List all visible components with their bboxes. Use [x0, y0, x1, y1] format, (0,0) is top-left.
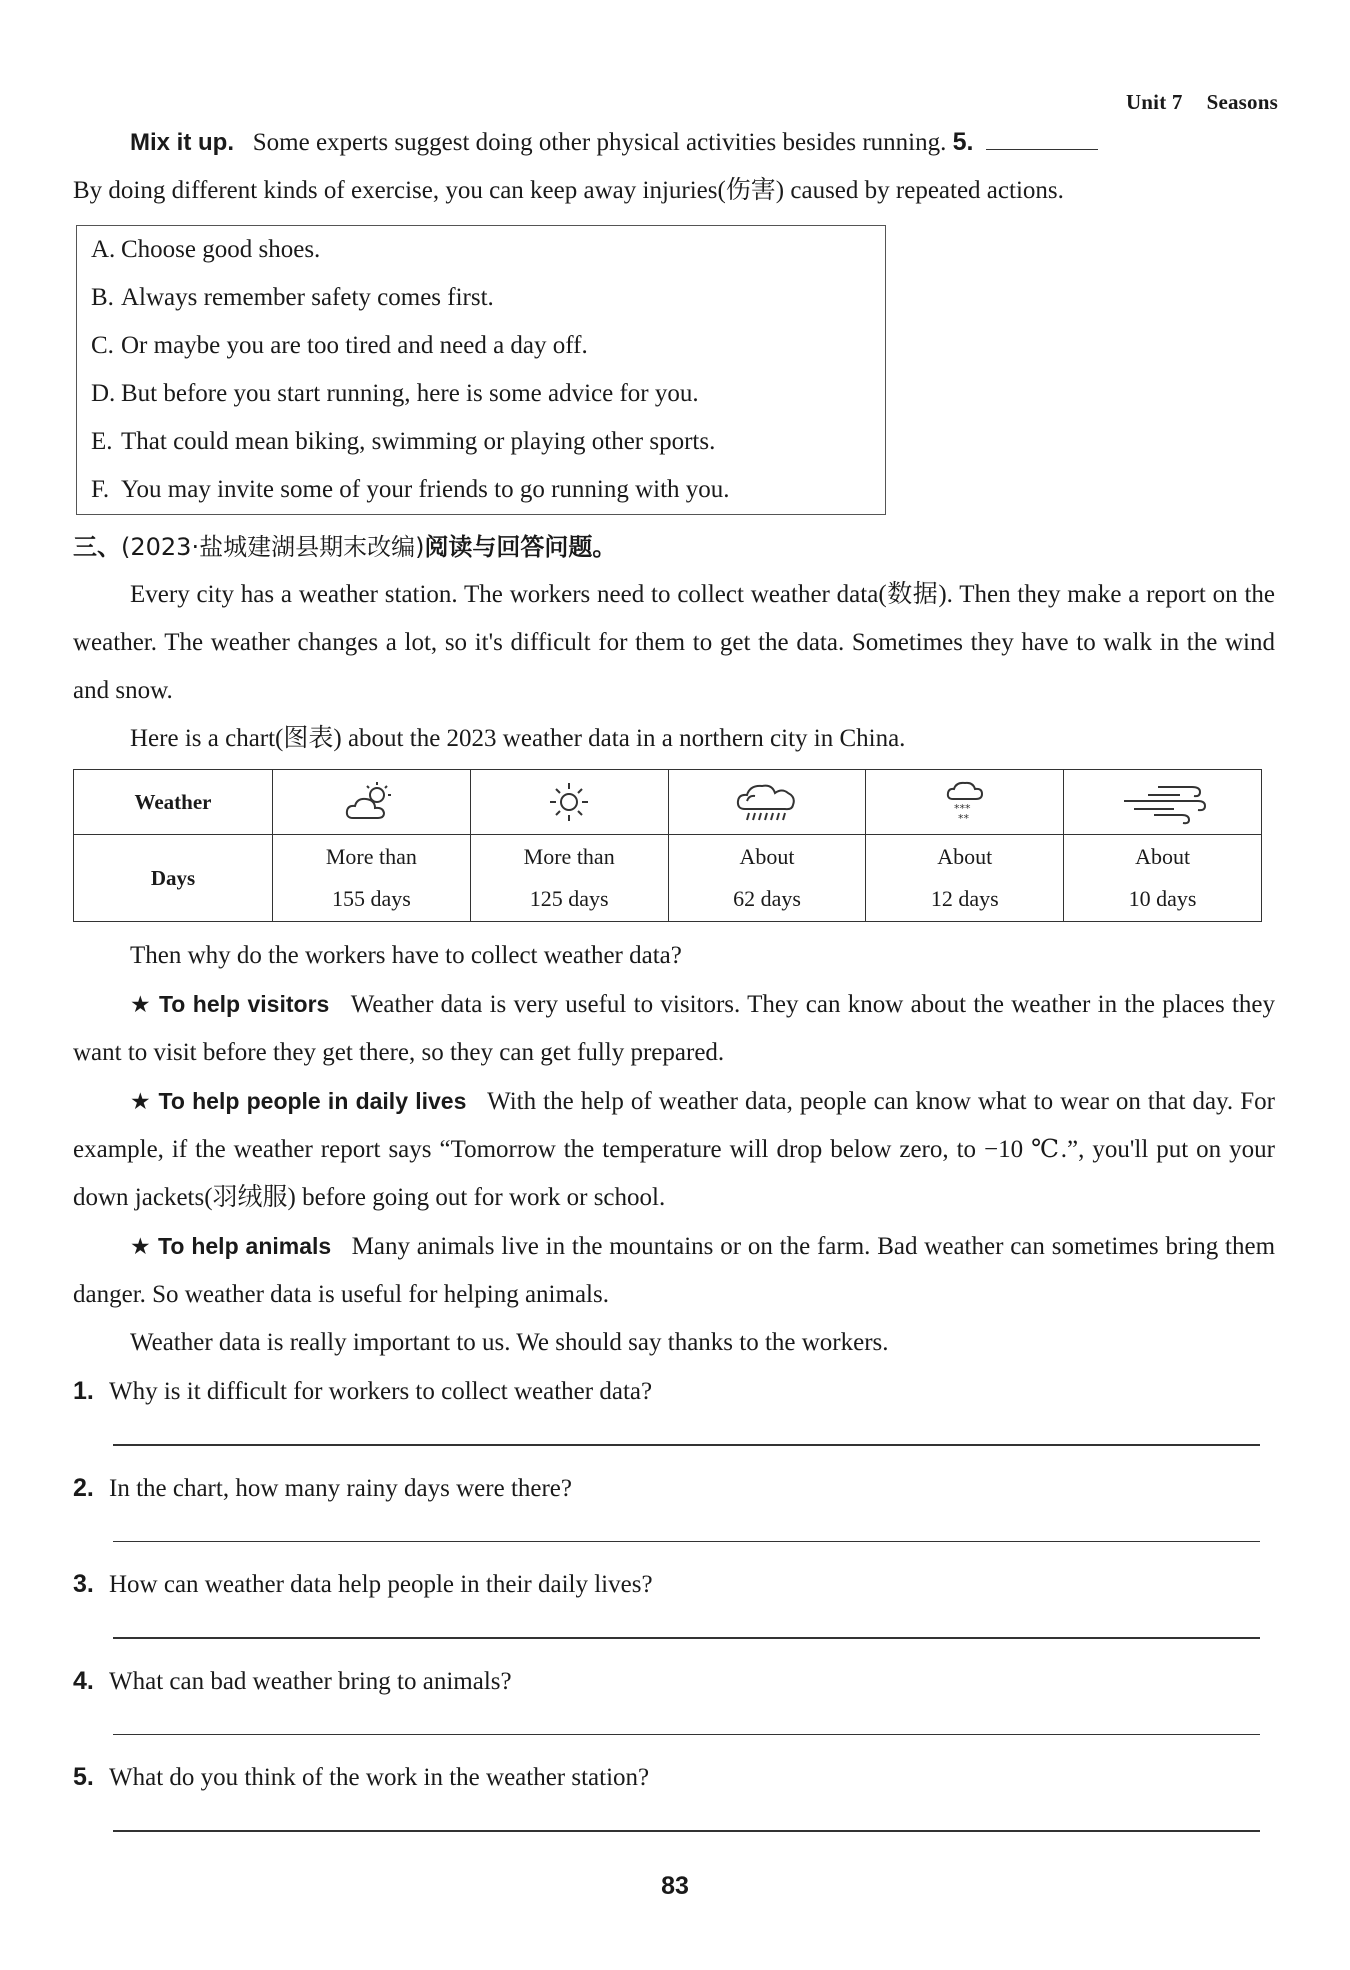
- option-letter: C.: [91, 332, 114, 359]
- bullet-heading: To help animals: [158, 1233, 332, 1259]
- section-instruction: 阅读与回答问题。: [424, 533, 617, 561]
- mix-it-up-line2: By doing different kinds of exercise, you can keep away injuries(伤害) caused by repeated actions.: [73, 177, 1064, 204]
- days-value: 10 days: [1128, 886, 1197, 911]
- page-header: [1126, 78, 1278, 126]
- cloudy-cell: [273, 770, 471, 835]
- bullet-visitors: [73, 980, 1275, 1077]
- days-cell-windy: [1064, 835, 1262, 922]
- days-value: 12 days: [930, 886, 999, 911]
- option-text: Always remember safety comes first.: [121, 284, 494, 311]
- star-icon: ★: [130, 992, 152, 1018]
- days-qualifier: About: [1135, 844, 1191, 869]
- question-text: What do you think of the work in the weather station?: [109, 1764, 650, 1791]
- unit-topic: Seasons: [1206, 90, 1278, 114]
- answer-line[interactable]: [113, 1637, 1260, 1639]
- days-qualifier: About: [739, 844, 795, 869]
- weather-table: [73, 769, 1262, 922]
- section-title: [73, 523, 1275, 571]
- question-3: [73, 1560, 1275, 1639]
- question-text-row: [73, 1464, 1275, 1513]
- question-number: 4.: [73, 1666, 94, 1695]
- question-text: How can weather data help people in their daily lives?: [109, 1571, 653, 1598]
- days-qualifier: More than: [523, 844, 615, 869]
- days-value: 155 days: [331, 886, 411, 911]
- days-header: Days: [74, 835, 273, 922]
- question-number: 2.: [73, 1473, 94, 1502]
- option-letter: E.: [91, 428, 113, 455]
- option-letter: B.: [91, 284, 114, 311]
- snowy-cell: [866, 770, 1064, 835]
- option-a: [91, 226, 885, 274]
- bullet-animals: [73, 1222, 1275, 1319]
- question-number: 1.: [73, 1377, 94, 1405]
- mix-it-up-paragraph: [73, 118, 1275, 167]
- days-value: 125 days: [529, 886, 609, 911]
- question-text: In the chart, how many rainy days were there?: [109, 1474, 573, 1502]
- weather-header: Weather: [74, 770, 273, 835]
- paragraph-heading: Mix it up.: [130, 129, 234, 156]
- answer-line[interactable]: [113, 1830, 1260, 1832]
- option-letter: F.: [91, 476, 110, 503]
- cloudy-sun-icon: [343, 780, 399, 824]
- option-d: [91, 370, 885, 418]
- question-number: 5.: [73, 1763, 94, 1791]
- days-cell-sunny: [470, 835, 668, 922]
- reading-paragraph-1: Every city has a weather station. The workers need to collect weather data(数据). Then they make a report on the weather. The weather changes a lot, so it's difficult for them to get the data. Sometimes they have to walk in the wind and snow.: [73, 581, 1275, 704]
- option-text: Choose good shoes.: [121, 236, 321, 263]
- question-text: Why is it difficult for workers to collect weather data?: [109, 1378, 653, 1405]
- days-cell-snowy: [866, 835, 1064, 922]
- rainy-cell: [668, 770, 866, 835]
- question-text-row: [73, 1367, 1275, 1416]
- options-box: [76, 225, 886, 515]
- question-2: [73, 1464, 1275, 1543]
- option-text: That could mean biking, swimming or playing other sports.: [121, 428, 716, 455]
- snow-icon: [945, 779, 985, 825]
- weather-row: [74, 770, 1262, 835]
- option-b: [91, 274, 885, 322]
- question-number: 3.: [73, 1570, 94, 1598]
- paragraph-text: Some experts suggest doing other physical activities besides running.: [252, 129, 947, 156]
- answer-blank-5[interactable]: [986, 127, 1098, 150]
- option-text: Or maybe you are too tired and need a day off.: [121, 332, 588, 359]
- star-icon: ★: [130, 1234, 152, 1260]
- question-text: What can bad weather bring to animals?: [109, 1667, 512, 1695]
- option-e: [91, 418, 885, 466]
- reading-paragraph-2: Here is a chart(图表) about the 2023 weather data in a northern city in China.: [130, 725, 906, 752]
- unit-label: Unit 7: [1125, 90, 1183, 114]
- rain-cloud-icon: [735, 779, 799, 825]
- svg-text:**: **: [957, 812, 969, 825]
- option-letter: D.: [91, 380, 116, 407]
- page-number: 83: [661, 1872, 689, 1900]
- windy-cell: [1064, 770, 1262, 835]
- days-cell-cloudy: [273, 835, 471, 922]
- bullet-heading: To help visitors: [158, 991, 330, 1017]
- option-text: But before you start running, here is some advice for you.: [121, 380, 699, 407]
- bullet-heading: To help people in daily lives: [158, 1088, 467, 1114]
- question-1: [73, 1367, 1275, 1446]
- wind-icon: [1118, 779, 1208, 825]
- option-c: [91, 322, 885, 370]
- sunny-cell: [470, 770, 668, 835]
- reading-paragraph-3: Then why do the workers have to collect weather data?: [130, 942, 682, 969]
- star-icon: ★: [130, 1089, 152, 1115]
- question-5: [73, 1753, 1275, 1832]
- sun-icon: [547, 780, 591, 824]
- question-text-row: [73, 1753, 1275, 1802]
- option-f: [91, 466, 885, 514]
- option-letter: A.: [91, 236, 116, 263]
- bullet-text: Weather data is very useful to visitors. They can know about the weather in the places they want to visit before they get there, so they can get fully prepared.: [73, 991, 1275, 1066]
- bullet-text: With the help of weather data, people can know what to wear on that day. For example, if the weather report says “Tomorrow the temperature will drop below zero, to −10 ℃.”, you'll put on your down jackets(羽绒服) before going out for work or school.: [73, 1088, 1275, 1211]
- days-row: [74, 835, 1262, 922]
- blank-number: 5.: [952, 128, 974, 156]
- days-value: 62 days: [733, 886, 801, 911]
- questions-list: [73, 1367, 1275, 1832]
- question-text-row: [73, 1560, 1275, 1609]
- days-qualifier: More than: [325, 844, 417, 869]
- question-text-row: [73, 1657, 1275, 1706]
- section-number: 三、: [73, 533, 121, 561]
- answer-line[interactable]: [113, 1444, 1260, 1446]
- days-cell-rainy: [668, 835, 866, 922]
- reading-paragraph-4: Weather data is really important to us. We should say thanks to the workers.: [130, 1329, 889, 1356]
- section-source: (2023·盐城建湖县期末改编): [121, 533, 425, 561]
- bullet-daily-lives: [73, 1077, 1275, 1222]
- answer-line[interactable]: [113, 1541, 1260, 1543]
- question-4: [73, 1657, 1275, 1736]
- option-text: You may invite some of your friends to go running with you.: [121, 476, 730, 503]
- answer-line[interactable]: [113, 1734, 1260, 1736]
- bullet-text: Many animals live in the mountains or on the farm. Bad weather can sometimes bring them danger. So weather data is useful for helping animals.: [73, 1233, 1276, 1308]
- svg-text:***: ***: [953, 802, 971, 815]
- days-qualifier: About: [937, 844, 993, 869]
